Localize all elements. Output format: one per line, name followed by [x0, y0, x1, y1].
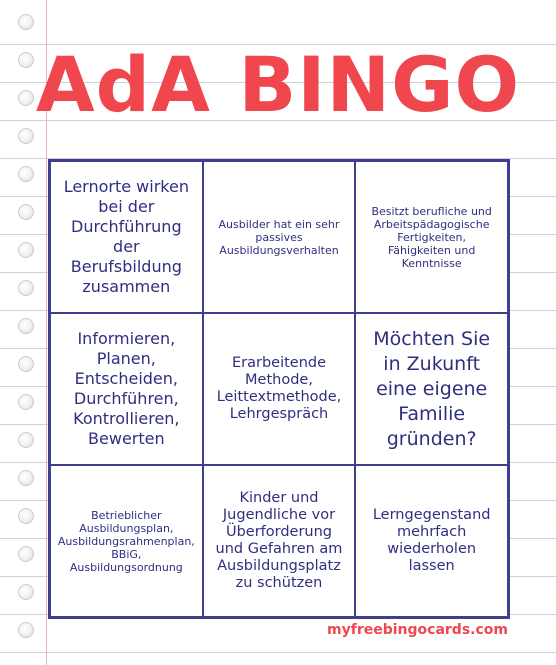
binder-hole-icon — [18, 204, 34, 220]
binder-hole-icon — [18, 14, 34, 30]
binder-hole-icon — [18, 242, 34, 258]
binder-hole-icon — [18, 508, 34, 524]
binder-hole-icon — [18, 356, 34, 372]
bingo-cell[interactable]: Besitzt berufliche und Arbeitspädagogische Fertigkeiten, Fähigkeiten und Kenntnisse — [355, 161, 508, 313]
binder-hole-icon — [18, 280, 34, 296]
binder-hole-icon — [18, 128, 34, 144]
bingo-title: AdA BINGO — [35, 40, 521, 129]
bingo-cell[interactable]: Lernorte wirken bei der Durchführung der Berufsbildung zusammen — [50, 161, 203, 313]
bingo-cell[interactable]: Ausbilder hat ein sehr passives Ausbildungsverhalten — [203, 161, 356, 313]
bingo-cell[interactable]: Möchten Sie in Zukunft eine eigene Familie gründen? — [355, 313, 508, 465]
site-credit: myfreebingocards.com — [327, 622, 508, 638]
binder-hole-icon — [18, 318, 34, 334]
bingo-cell[interactable]: Erarbeitende Methode, Leittextmethode, Lehrgespräch — [203, 313, 356, 465]
binder-hole-icon — [18, 432, 34, 448]
bingo-cell[interactable]: Informieren, Planen, Entscheiden, Durchführen, Kontrollieren, Bewerten — [50, 313, 203, 465]
binder-hole-icon — [18, 584, 34, 600]
binder-hole-icon — [18, 546, 34, 562]
bingo-grid — [48, 159, 510, 619]
bingo-cell[interactable]: Betrieblicher Ausbildungsplan, Ausbildungsrahmenplan, BBiG, Ausbildungsordnung — [50, 465, 203, 617]
binder-hole-icon — [18, 166, 34, 182]
bingo-cell[interactable]: Kinder und Jugendliche vor Überforderung und Gefahren am Ausbildungsplatz zu schützen — [203, 465, 356, 617]
binder-hole-icon — [18, 394, 34, 410]
binder-hole-icon — [18, 470, 34, 486]
binder-hole-icon — [18, 622, 34, 638]
bingo-cell[interactable]: Lerngegenstand mehrfach wiederholen lassen — [355, 465, 508, 617]
